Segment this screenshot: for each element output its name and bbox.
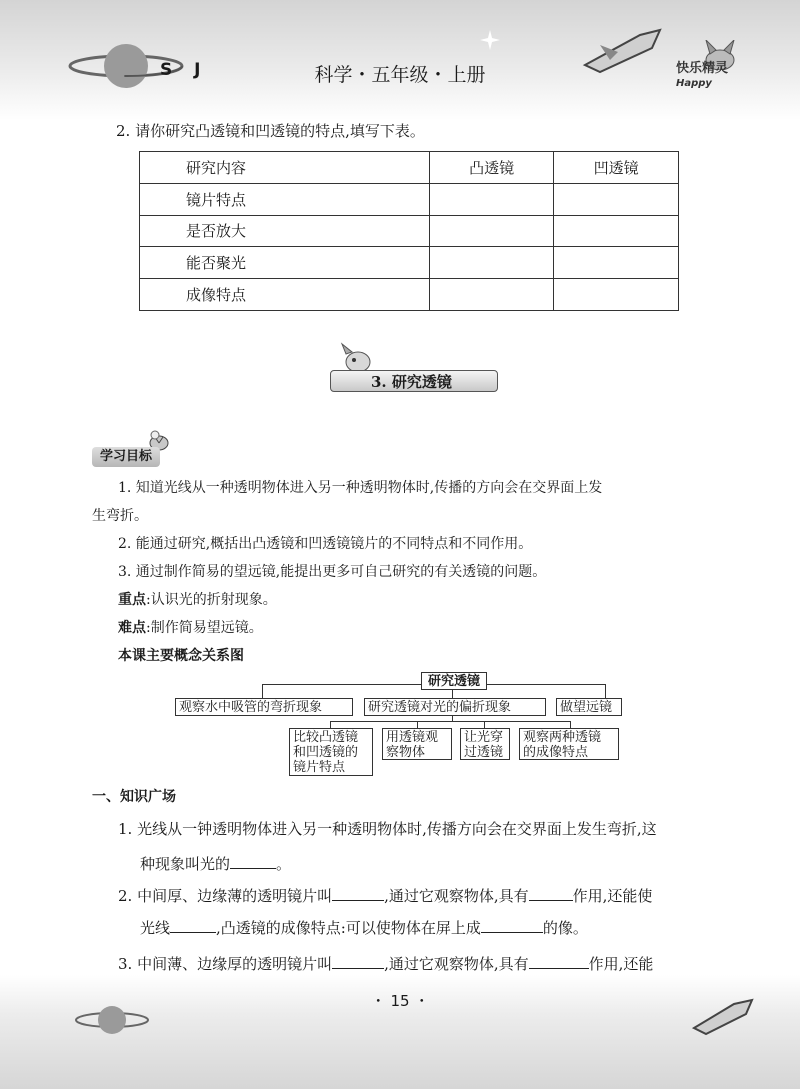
concept-line: 过透镜 (464, 745, 504, 760)
question-text: 的像。 (542, 919, 588, 937)
row-label: 能否聚光 (140, 247, 430, 279)
connector-line (484, 721, 485, 728)
question-text: 3. 中间薄、边缘厚的透明镜片叫 (118, 955, 333, 973)
answer-cell[interactable] (554, 183, 679, 215)
concept-level2 (382, 728, 452, 760)
concept-level2 (460, 728, 510, 760)
page-number: ・ 15 ・ (370, 992, 430, 1010)
concept-line: 观察两种透镜 (523, 730, 602, 745)
question-text: ,通过它观察物体,具有 (384, 955, 529, 973)
difficult-point (118, 617, 263, 639)
answer-cell[interactable] (554, 247, 679, 279)
question-text: ,凸透镜的成像特点:可以使物体在屏上成 (216, 919, 481, 937)
concept-root: 研究透镜 (421, 672, 487, 690)
table-row (140, 279, 679, 311)
answer-cell[interactable] (429, 279, 554, 311)
answer-blank[interactable] (481, 916, 543, 933)
row-label: 是否放大 (140, 215, 430, 247)
fill-question-1-line-1: 1. 光线从一钟透明物体进入另一种透明物体时,传播方向会在交界面上发生弯折,这 (118, 820, 657, 838)
answer-cell[interactable] (554, 215, 679, 247)
section-1-title: 一、知识广场 (92, 789, 176, 805)
star-icon (480, 30, 500, 50)
question-2-text: 2. 请你研究凸透镜和凹透镜的特点,填写下表。 (116, 122, 425, 140)
concept-line: 用透镜观 (386, 730, 439, 745)
connector-line (605, 684, 606, 698)
answer-blank[interactable] (332, 952, 384, 969)
answer-blank[interactable] (170, 916, 216, 933)
fill-question-2-line-1 (118, 884, 652, 907)
concept-line: 和凹透镜的 (293, 745, 359, 760)
table-row (140, 247, 679, 279)
lesson-title-banner: 3. 研究透镜 (330, 370, 498, 392)
goal-1-line-2: 生弯折。 (92, 508, 148, 524)
lens-study-table (139, 151, 679, 311)
fill-question-3-line-1 (118, 952, 653, 975)
rocket-icon (690, 992, 760, 1038)
question-text: ,通过它观察物体,具有 (384, 887, 529, 905)
key-point-text: :认识光的折射现象。 (146, 592, 277, 608)
answer-blank[interactable] (230, 852, 276, 869)
difficult-point-text: :制作简易望远镜。 (146, 620, 263, 636)
table-row (140, 183, 679, 215)
goal-2: 2. 能通过研究,概括出凸透镜和凹透镜镜片的不同特点和不同作用。 (118, 536, 533, 552)
concept-level2 (519, 728, 619, 760)
answer-blank[interactable] (529, 884, 573, 901)
question-text: 作用,还能使 (572, 887, 653, 905)
brand-en: Happy (676, 78, 712, 89)
series-code: S J (160, 60, 209, 80)
row-label: 镜片特点 (140, 183, 430, 215)
brand-name: 快乐精灵 (676, 61, 729, 76)
connector-line (417, 721, 418, 728)
concept-line: 比较凸透镜 (293, 730, 359, 745)
concept-level1: 做望远镜 (556, 698, 622, 716)
question-text: 。 (276, 855, 292, 873)
table-header: 凹透镜 (554, 152, 679, 184)
question-text: 种现象叫光的 (140, 855, 231, 873)
key-point (118, 589, 277, 611)
key-point-label: 重点 (118, 592, 146, 608)
answer-cell[interactable] (429, 183, 554, 215)
question-text: 光线 (140, 919, 171, 937)
connector-line (330, 721, 570, 722)
concept-level1: 研究透镜对光的偏折现象 (364, 698, 546, 716)
row-label: 成像特点 (140, 279, 430, 311)
fill-question-1-line-2 (140, 852, 291, 875)
answer-cell[interactable] (429, 215, 554, 247)
connector-line (570, 721, 571, 728)
learning-goals-tag: 学习目标 (92, 447, 160, 467)
question-text: 2. 中间厚、边缘薄的透明镜片叫 (118, 887, 333, 905)
concept-level2 (289, 728, 373, 776)
table-row (140, 215, 679, 247)
table-header: 凸透镜 (429, 152, 554, 184)
answer-cell[interactable] (554, 279, 679, 311)
goal-1-line-1: 1. 知道光线从一种透明物体进入另一种透明物体时,传播的方向会在交界面上发 (118, 480, 603, 496)
concept-line: 镜片特点 (293, 760, 346, 775)
connector-line (262, 684, 263, 698)
difficult-point-label: 难点 (118, 620, 146, 636)
brand-logo (676, 62, 728, 91)
fill-question-2-line-2 (140, 916, 588, 939)
connector-line (330, 721, 331, 728)
concept-level1: 观察水中吸管的弯折现象 (175, 698, 353, 716)
answer-blank[interactable] (529, 952, 589, 969)
concept-line: 的成像特点 (523, 745, 589, 760)
answer-blank[interactable] (332, 884, 384, 901)
concept-map-title: 本课主要概念关系图 (118, 648, 244, 664)
book-title: 科学・五年级・上册 (314, 64, 486, 86)
answer-cell[interactable] (429, 247, 554, 279)
table-header-row (140, 152, 679, 184)
concept-line: 让光穿 (464, 730, 504, 745)
goal-3: 3. 通过制作简易的望远镜,能提出更多可自己研究的有关透镜的问题。 (118, 564, 547, 580)
table-header: 研究内容 (140, 152, 430, 184)
planet-icon (72, 1000, 152, 1040)
question-text: 作用,还能 (588, 955, 654, 973)
concept-line: 察物体 (386, 745, 426, 760)
